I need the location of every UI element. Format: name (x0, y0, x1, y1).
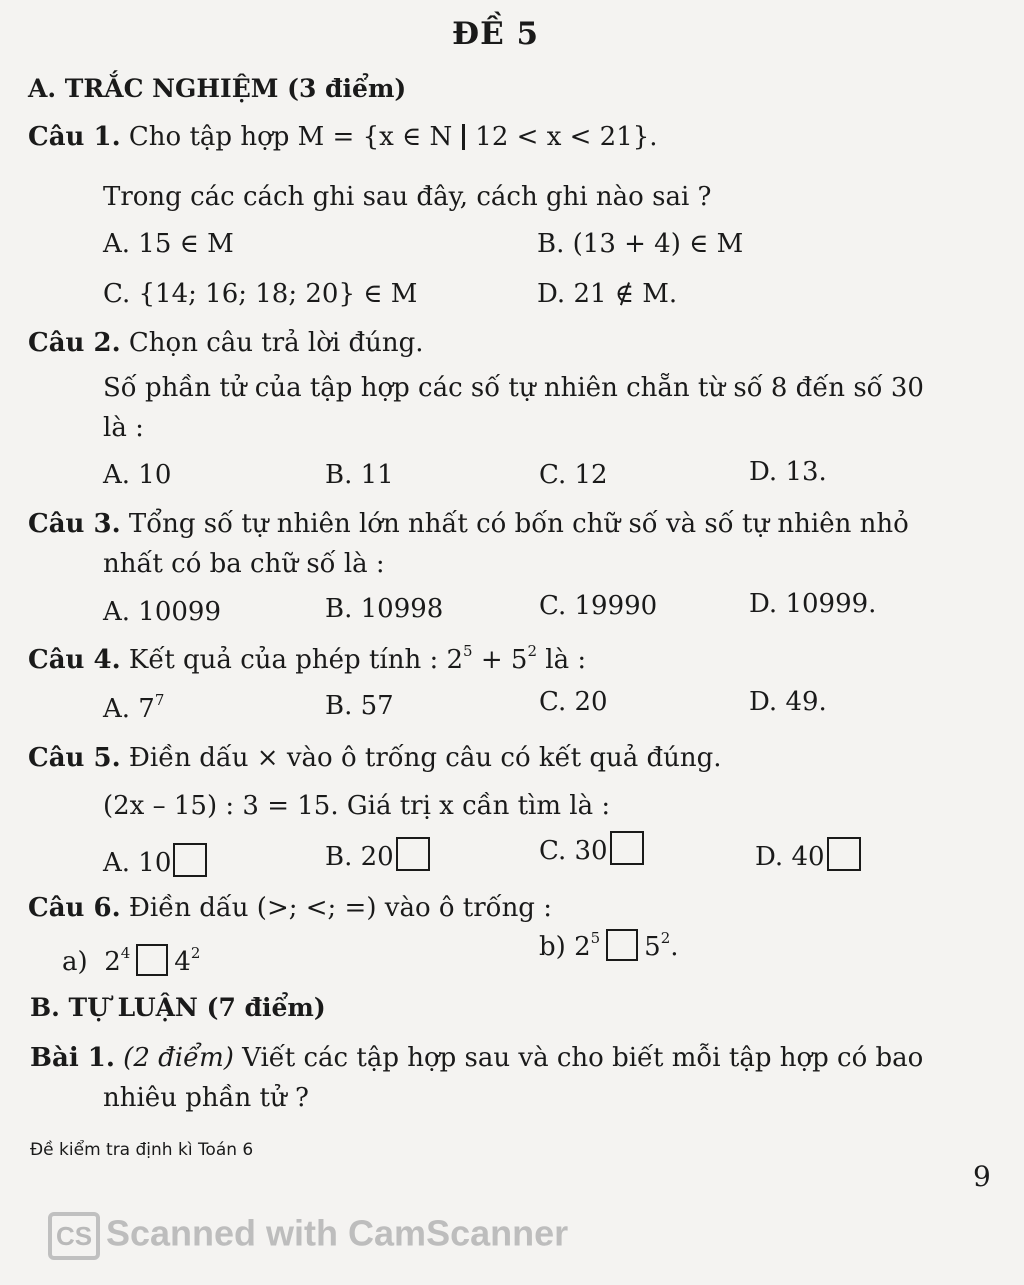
q5-answer-box-d[interactable] (827, 837, 861, 871)
q4-exponent-2: 2 (527, 642, 538, 660)
q6-part-b-label: b) (539, 932, 566, 962)
question-5-label: Câu 5. (28, 743, 121, 773)
question-3-line2: nhất có ba chữ số là : (103, 549, 385, 579)
question-1 (28, 122, 658, 152)
question-4 (28, 642, 587, 675)
q6-b-exponent-1: 5 (590, 929, 601, 947)
question-6 (28, 893, 552, 923)
question-4-text: Kết quả của phép tính : (128, 645, 439, 675)
section-b-heading: B. TỰ LUẬN (7 điểm) (30, 993, 326, 1022)
question-1-text-a: Cho tập hợp M = {x ∈ N (128, 122, 453, 152)
question-2-text: Chọn câu trả lời đúng. (128, 328, 424, 358)
exercise-1 (30, 1043, 923, 1073)
q2-option-a: A. 10 (103, 460, 172, 490)
q6-b-exponent-2: 2 (660, 929, 671, 947)
q6-answer-box-b[interactable] (606, 929, 638, 961)
question-6-label: Câu 6. (28, 893, 121, 923)
section-a-heading: A. TRẮC NGHIỆM (3 điểm) (28, 74, 407, 103)
question-2-label: Câu 2. (28, 328, 121, 358)
exercise-1-line2: nhiêu phần tử ? (103, 1083, 309, 1113)
q2-option-c: C. 12 (539, 460, 608, 490)
q5-option-d-label: D. 40 (755, 842, 825, 872)
q6-a-base-1: 2 (104, 947, 121, 977)
exercise-1-label: Bài 1. (30, 1043, 115, 1073)
q4-option-d: D. 49. (749, 687, 827, 717)
q5-option-d (755, 837, 861, 872)
question-6-text: Điền dấu (>; <; =) vào ô trống : (128, 893, 552, 923)
page-number: 9 (973, 1160, 991, 1193)
q1-option-a: A. 15 ∈ M (103, 229, 234, 259)
q5-answer-box-c[interactable] (610, 831, 644, 865)
question-2 (28, 328, 424, 358)
question-2-line3: là : (103, 413, 144, 443)
q5-option-a (103, 843, 207, 878)
q5-answer-box-a[interactable] (173, 843, 207, 877)
question-5 (28, 743, 722, 773)
watermark-text: Scanned with CamScanner (106, 1212, 569, 1254)
question-3-text: Tổng số tự nhiên lớn nhất có bốn chữ số và số tự nhiên nhỏ (128, 509, 909, 539)
q4-option-a-exponent: 7 (154, 691, 165, 709)
exercise-1-points: (2 điểm) (123, 1043, 234, 1073)
q6-part-a-label: a) (62, 947, 88, 977)
q3-option-a: A. 10099 (103, 597, 222, 627)
question-3 (28, 509, 909, 539)
q4-option-c: C. 20 (539, 687, 608, 717)
q3-option-d: D. 10999. (749, 589, 877, 619)
q2-option-b: B. 11 (325, 460, 394, 490)
q4-option-a-base: A. 7 (103, 694, 155, 724)
question-1-text-b: 12 < x < 21}. (475, 122, 658, 152)
q1-option-c: C. {14; 16; 18; 20} ∈ M (103, 279, 418, 309)
q5-option-b (325, 837, 430, 872)
q6-part-a (62, 944, 200, 977)
q4-tail: là : (537, 645, 587, 675)
q4-option-a (103, 691, 165, 724)
q6-b-base-2: 5 (644, 932, 661, 962)
q5-option-b-label: B. 20 (325, 842, 394, 872)
set-separator (462, 124, 465, 150)
q6-b-base-1: 2 (574, 932, 591, 962)
q6-part-b (539, 929, 679, 962)
q5-answer-box-b[interactable] (396, 837, 430, 871)
q1-option-b: B. (13 + 4) ∈ M (537, 229, 744, 259)
question-4-label: Câu 4. (28, 645, 121, 675)
q3-option-c: C. 19990 (539, 591, 658, 621)
camscanner-watermark (48, 1212, 568, 1260)
q6-a-exponent-2: 2 (190, 944, 201, 962)
question-5-line2: (2x – 15) : 3 = 15. Giá trị x cần tìm là : (103, 791, 611, 821)
q4-base-2: 5 (510, 645, 528, 675)
q6-a-base-2: 4 (174, 947, 191, 977)
camscanner-logo-icon: CS (48, 1212, 100, 1260)
exercise-1-text: Viết các tập hợp sau và cho biết mỗi tập hợp có bao (233, 1043, 924, 1073)
q2-option-d: D. 13. (749, 457, 827, 487)
book-footer: Đề kiểm tra định kì Toán 6 (30, 1140, 254, 1160)
question-1-label: Câu 1. (28, 122, 121, 152)
q3-option-b: B. 10998 (325, 594, 444, 624)
q5-option-a-label: A. 10 (103, 848, 172, 878)
q5-option-c-label: C. 30 (539, 836, 608, 866)
q4-option-b: B. 57 (325, 691, 394, 721)
question-2-line2: Số phần tử của tập hợp các số tự nhiên chẵn từ số 8 đến số 30 (103, 373, 924, 403)
exam-title: ĐỀ 5 (452, 16, 540, 52)
question-1-line2: Trong các cách ghi sau đây, cách ghi nào sai ? (103, 182, 712, 212)
q6-answer-box-a[interactable] (136, 944, 168, 976)
q5-option-c (539, 831, 644, 866)
question-3-label: Câu 3. (28, 509, 121, 539)
q6-a-exponent-1: 4 (120, 944, 131, 962)
q4-exponent-1: 5 (463, 642, 473, 660)
q4-base-1: 2 (446, 645, 464, 675)
q6-b-tail: . (670, 932, 679, 962)
q1-option-d: D. 21 ∉ M. (537, 279, 678, 309)
q4-plus: + (472, 645, 511, 675)
question-5-text: Điền dấu × vào ô trống câu có kết quả đúng. (128, 743, 722, 773)
